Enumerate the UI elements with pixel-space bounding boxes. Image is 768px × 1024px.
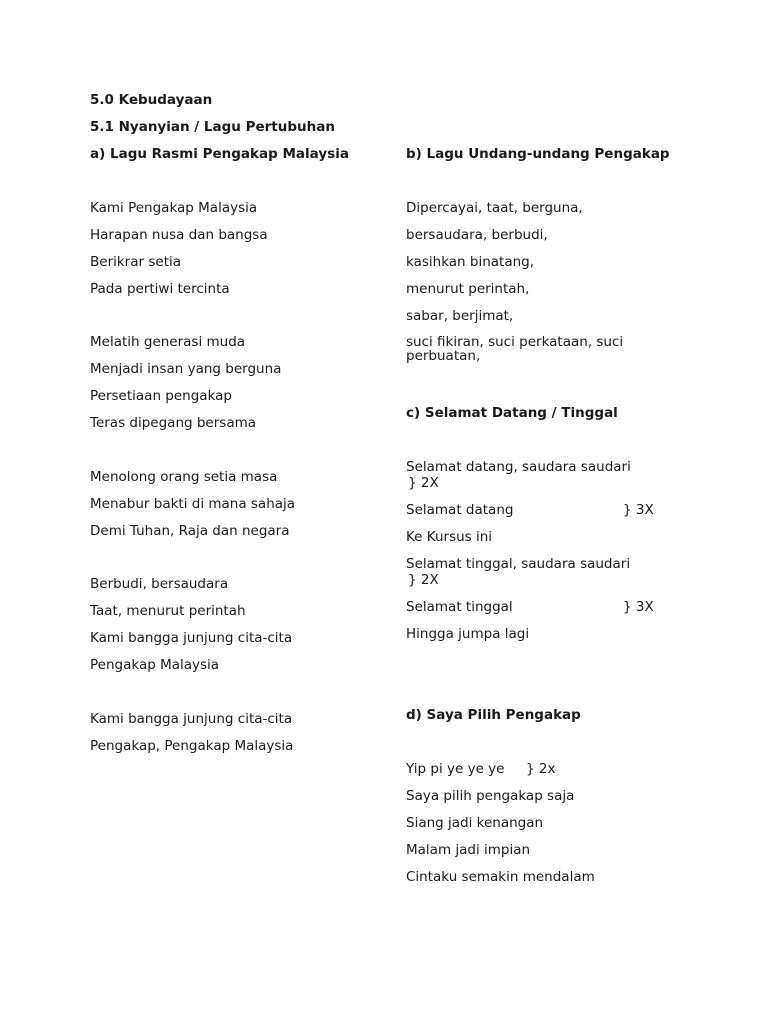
section-a-line: Kami Pengakap Malaysia [90,200,258,216]
section-c-line: Selamat tinggal, saudara saudari [406,556,631,572]
section-c-title: c) Selamat Datang / Tinggal [406,405,618,421]
section-d-line: Saya pilih pengakap saja [406,788,575,804]
repeat-mark: } 3X [623,502,654,518]
section-d-line: Yip pi ye ye ye [406,761,505,777]
section-a-line: Berbudi, bersaudara [90,576,229,592]
section-d-title: d) Saya Pilih Pengakap [406,707,581,723]
section-a-line: Persetiaan pengakap [90,388,232,404]
section-c-line: Selamat tinggal [406,599,513,615]
section-c-line: Hingga jumpa lagi [406,626,530,642]
section-c-line: Ke Kursus ini [406,529,493,545]
section-c-line: Selamat datang, saudara saudari [406,459,631,475]
section-b-line: bersaudara, berbudi, [406,227,548,243]
page-heading: 5.0 Kebudayaan [90,92,213,108]
section-a-line: Melatih generasi muda [90,334,246,350]
section-b-line: sabar, berjimat, [406,308,514,324]
section-c-line: Selamat datang [406,502,514,518]
section-a-line: Kami bangga junjung cita-cita [90,630,293,646]
section-a-line: Pengakap Malaysia [90,657,220,673]
section-a-line: Pada pertiwi tercinta [90,281,230,297]
section-b-line: kasihkan binatang, [406,254,535,270]
section-a-line: Teras dipegang bersama [90,415,257,431]
section-b-line: Dipercayai, taat, berguna, [406,200,583,216]
section-a-line: Harapan nusa dan bangsa [90,227,268,243]
page-subheading: 5.1 Nyanyian / Lagu Pertubuhan [90,119,335,135]
section-a-line: Menolong orang setia masa [90,469,278,485]
section-a-line: Berikrar setia [90,254,182,270]
repeat-mark: } 2X [408,475,439,491]
section-a-line: Kami bangga junjung cita-cita [90,711,293,727]
section-a-line: Pengakap, Pengakap Malaysia [90,738,294,754]
section-b-title: b) Lagu Undang-undang Pengakap [406,146,670,162]
section-b-line: suci fikiran, suci perkataan, suci perbuatan, [406,334,624,364]
repeat-mark: } 3X [623,599,654,615]
section-d-line: Cintaku semakin mendalam [406,869,595,885]
repeat-mark: } 2X [408,572,439,588]
section-a-title: a) Lagu Rasmi Pengakap Malaysia [90,146,349,162]
section-a-line: Demi Tuhan, Raja dan negara [90,523,290,539]
repeat-mark: } 2x [526,761,556,777]
section-a-line: Taat, menurut perintah [90,603,246,619]
section-b-line: menurut perintah, [406,281,530,297]
section-a-line: Menabur bakti di mana sahaja [90,496,296,512]
section-d-line: Siang jadi kenangan [406,815,544,831]
section-d-line: Malam jadi impian [406,842,531,858]
section-a-line: Menjadi insan yang berguna [90,361,282,377]
